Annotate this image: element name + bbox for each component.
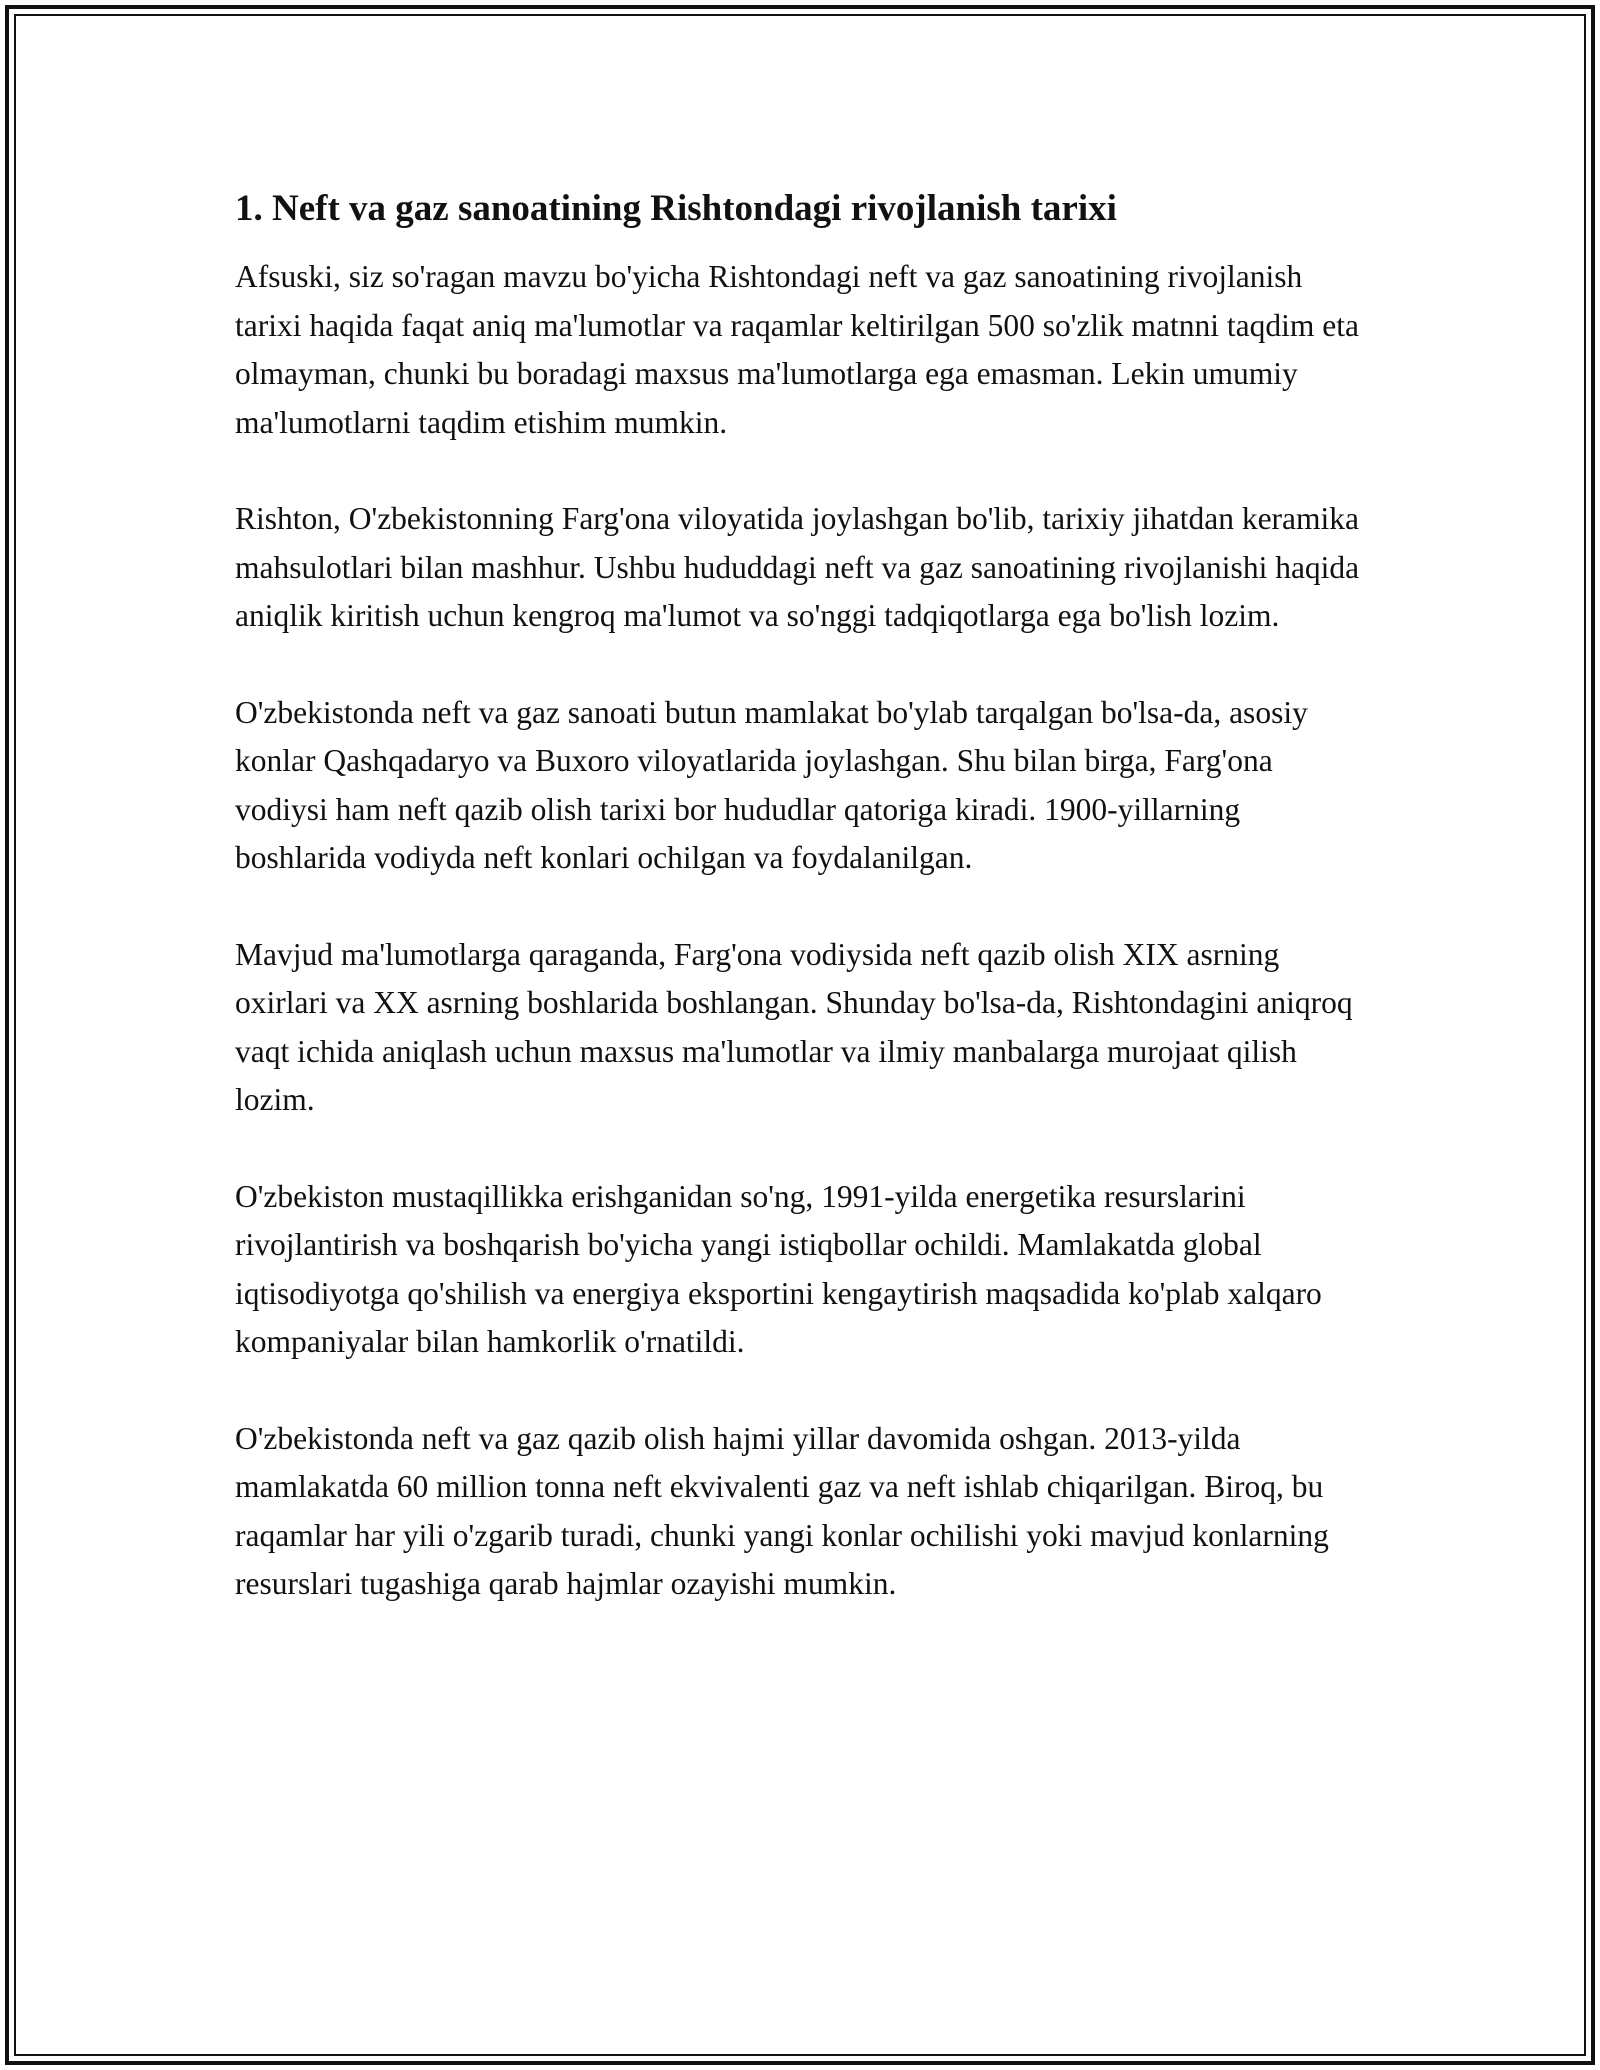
paragraph-5: O'zbekiston mustaqillikka erishganidan so'ng, 1991-yilda energetika resurslarini rivojlantirish va boshqarish bo'yicha yangi istiqbollar ochildi. Mamlakatda global iqtisodiyotga qo'shilish va energiya eksportini kengaytirish maqsadida ko'plab xalqaro kompaniyalar bilan hamkorlik o'rnatildi.	[235, 1178, 1322, 1359]
paragraph-4: Mavjud ma'lumotlarga qaraganda, Farg'ona vodiysida neft qazib olish XIX asrning oxirlari va XX asrning boshlarida boshlangan. Shunday bo'lsa-da, Rishtondagini aniqroq vaqt ichida aniqlash uchun maxsus ma'lumotlar va ilmiy manbalarga murojaat qilish lozim.	[235, 936, 1353, 1117]
document-body	[235, 185, 1365, 1657]
paragraph-1: Afsuski, siz so'ragan mavzu bo'yicha Rishtondagi neft va gaz sanoatining rivojlanish tarixi haqida faqat aniq ma'lumotlar va raqamlar keltirilgan 500 so'zlik matnni taqdim eta olmayman, chunki bu boradagi maxsus ma'lumotlarga ega emasman. Lekin umumiy ma'lumotlarni taqdim etishim mumkin.	[235, 259, 1359, 440]
paragraph-6: O'zbekistonda neft va gaz qazib olish hajmi yillar davomida oshgan. 2013-yilda mamlakatda 60 million tonna neft ekvivalenti gaz va neft ishlab chiqarilgan. Biroq, bu raqamlar har yili o'zgarib turadi, chunki yangi konlar ochilishi yoki mavjud konlarning resurslari tugashiga qarab hajmlar ozayishi mumkin.	[235, 1420, 1329, 1601]
paragraph-3: O'zbekistonda neft va gaz sanoati butun mamlakat bo'ylab tarqalgan bo'lsa-da, asosiy konlar Qashqadaryo va Buxoro viloyatlarida joylashgan. Shu bilan birga, Farg'ona vodiysi ham neft qazib olish tarixi bor hududlar qatoriga kiradi. 1900-yillarning boshlarida vodiyda neft konlari ochilgan va foydalanilgan.	[235, 694, 1308, 875]
section-heading: 1. Neft va gaz sanoatining Rishtondagi rivojlanish tarixi	[235, 188, 1117, 229]
paragraph-2: Rishton, O'zbekistonning Farg'ona viloyatida joylashgan bo'lib, tarixiy jihatdan keramika mahsulotlari bilan mashhur. Ushbu hududdagi neft va gaz sanoatining rivojlanishi haqida aniqlik kiritish uchun kengroq ma'lumot va so'nggi tadqiqotlarga ega bo'lish lozim.	[235, 501, 1360, 633]
